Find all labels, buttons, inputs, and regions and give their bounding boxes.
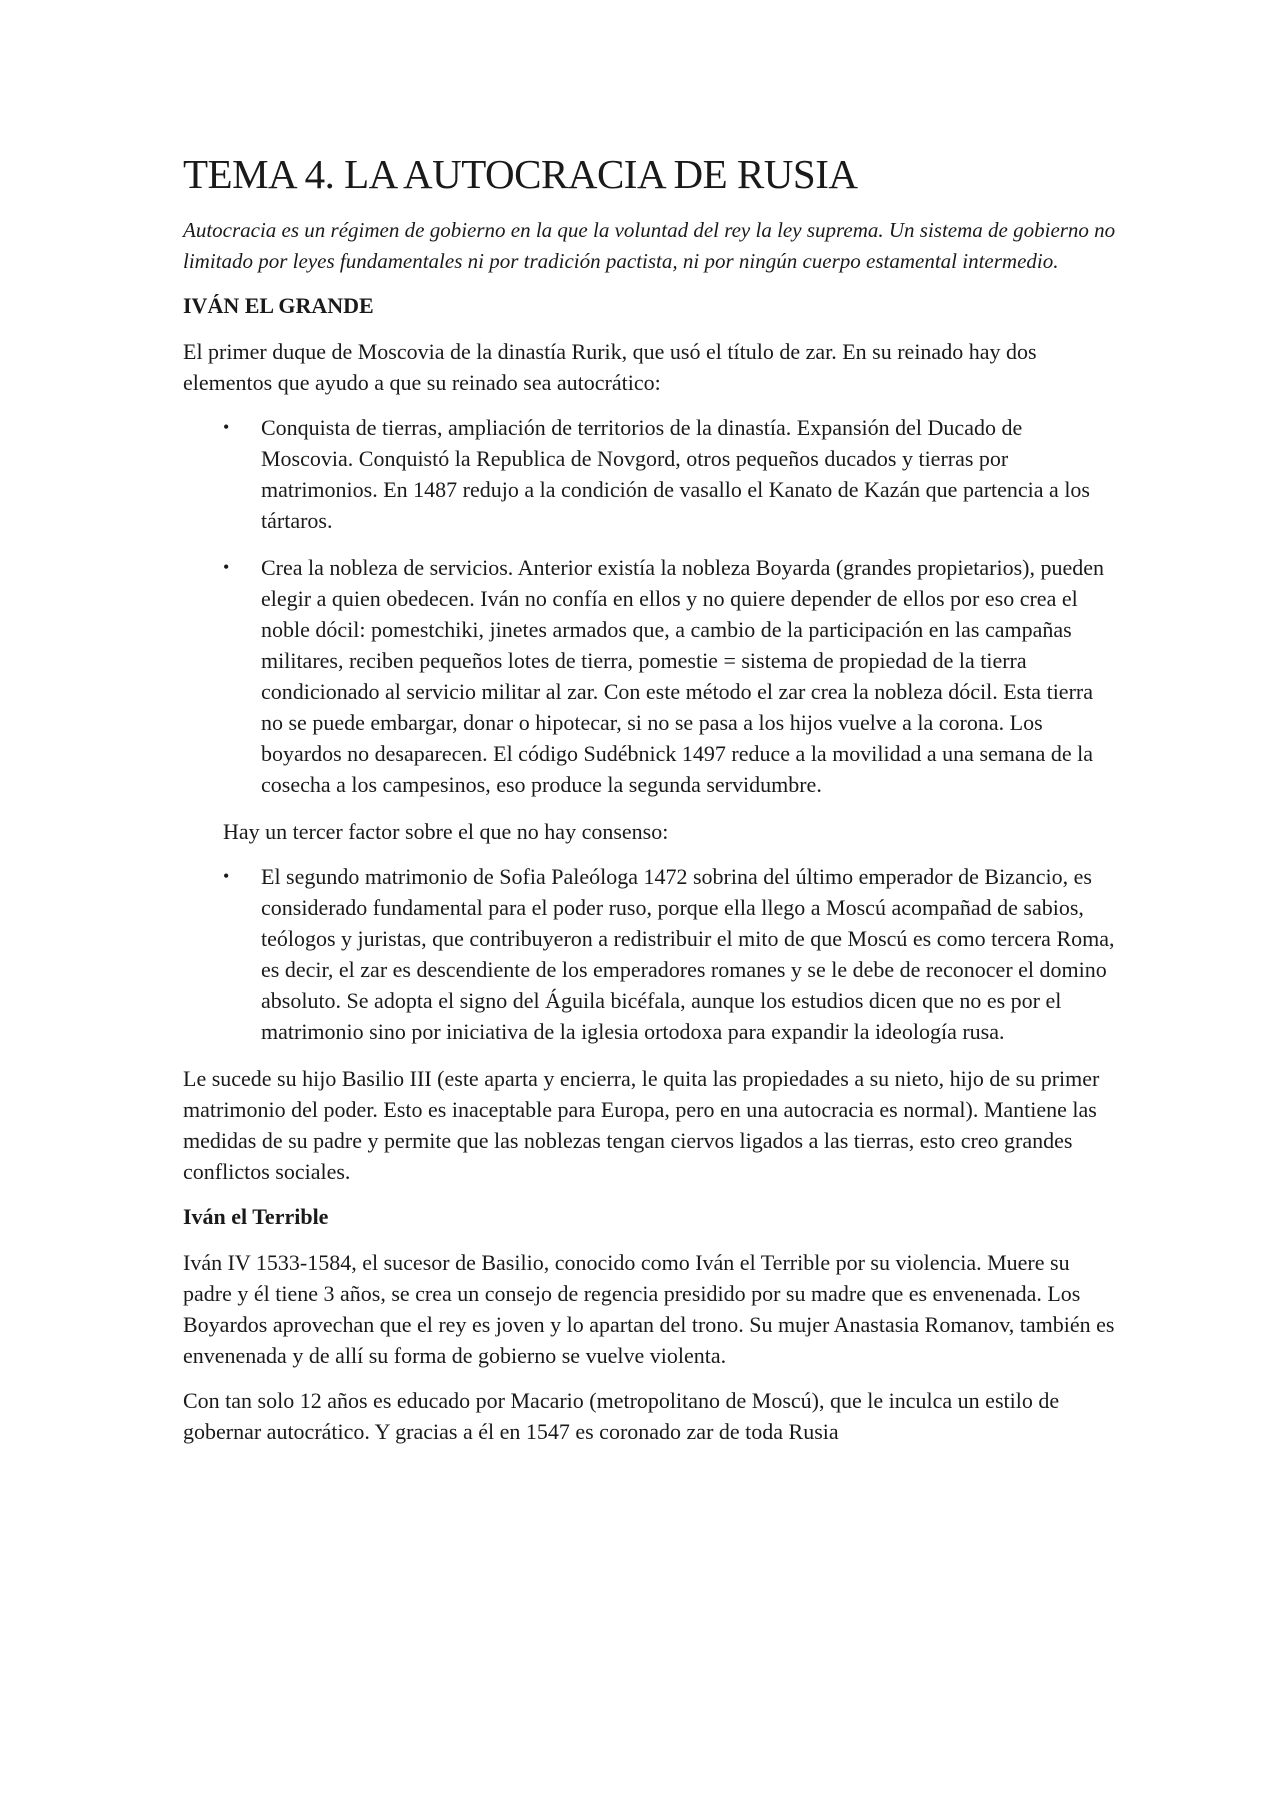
section2-paragraph-1: Iván IV 1533-1584, el sucesor de Basilio, conocido como Iván el Terrible por su violencia. Muere su padre y él tiene 3 años, se crea un consejo de regencia presidido por su madre que es envenenada. Los Boyardos aprovechan que el rey es joven y lo apartan del trono. Su mujer Anastasia Romanov, también es envenenada y de allí su forma de gobierno se vuelve violenta. xyxy=(183,1250,1115,1368)
list-item-text: El segundo matrimonio de Sofia Paleóloga 1472 sobrina del último emperador de Bizancio, es considerado fundamental para el poder ruso, porque ella llego a Moscú acompañad de sabios, teólogos y juristas, que contribuyeron a redistribuir el mito de que Moscú es como tercera Roma, es decir, el zar es descendiente de los emperadores romanes y se le debe de reconocer el domino absoluto. Se adopta el signo del Águila bicéfala, aunque los estudios dicen que no es por el matrimonio sino por iniciativa de la iglesia ortodoxa para expandir la ideología rusa. xyxy=(261,864,1115,1044)
bullet-icon: • xyxy=(223,417,230,437)
section1-bullet-list-2 xyxy=(183,861,1118,1047)
page-title: TEMA 4. LA AUTOCRACIA DE RUSIA xyxy=(183,151,858,197)
intro-definition: Autocracia es un régimen de gobierno en la que la voluntad del rey la ley suprema. Un sistema de gobierno no limitado por leyes fundamentales ni por tradición pactista, ni por ningún cuerpo estamental intermedio. xyxy=(183,218,1116,273)
list-item-text: Crea la nobleza de servicios. Anterior existía la nobleza Boyarda (grandes propietarios), pueden elegir a quien obedecen. Iván no confía en ellos y no quiere depender de ellos por eso crea el noble dócil: pomestchiki, jinetes armados que, a cambio de la participación en las campañas militares, reciben pequeños lotes de tierra, pomestie = sistema de propiedad de la tierra condicionado al servicio militar al zar. Con este método el zar crea la nobleza dócil. Esta tierra no se puede embargar, donar o hipotecar, si no se pasa a los hijos vuelve a la corona. Los boyardos no desaparecen. El código Sudébnick 1497 reduce a la movilidad a una semana de la cosecha a los campesinos, eso produce la segunda servidumbre. xyxy=(261,555,1105,797)
bullet-icon: • xyxy=(223,557,230,577)
successor-paragraph: Le sucede su hijo Basilio III (este aparta y encierra, le quita las propiedades a su nieto, hijo de su primer matrimonio del poder. Esto es inaceptable para Europa, pero en una autocracia es normal). Mantiene las medidas de su padre y permite que las noblezas tengan ciervos ligados a las tierras, esto creo grandes conflictos sociales. xyxy=(183,1066,1100,1184)
document-page xyxy=(183,150,1118,1461)
list-item xyxy=(183,552,1118,800)
third-factor-paragraph: Hay un tercer factor sobre el que no hay consenso: xyxy=(223,819,669,844)
list-item xyxy=(183,861,1118,1047)
section1-paragraph: El primer duque de Moscovia de la dinastía Rurik, que usó el título de zar. En su reinado hay dos elementos que ayudo a que su reinado sea autocrático: xyxy=(183,339,1037,395)
list-item-text: Conquista de tierras, ampliación de territorios de la dinastía. Expansión del Ducado de Moscovia. Conquistó la Republica de Novgord, otros pequeños ducados y tierras por matrimonios. En 1487 redujo a la condición de vasallo el Kanato de Kazán que partencia a los tártaros. xyxy=(261,415,1090,533)
section1-bullet-list xyxy=(183,412,1118,800)
bullet-icon: • xyxy=(223,866,230,886)
section2-paragraph-2: Con tan solo 12 años es educado por Macario (metropolitano de Moscú), que le inculca un estilo de gobernar autocrático. Y gracias a él en 1547 es coronado zar de toda Rusia xyxy=(183,1388,1060,1444)
section-heading-ivan-el-grande: IVÁN EL GRANDE xyxy=(183,293,374,318)
list-item xyxy=(183,412,1118,536)
section-heading-ivan-el-terrible: Iván el Terrible xyxy=(183,1204,329,1229)
